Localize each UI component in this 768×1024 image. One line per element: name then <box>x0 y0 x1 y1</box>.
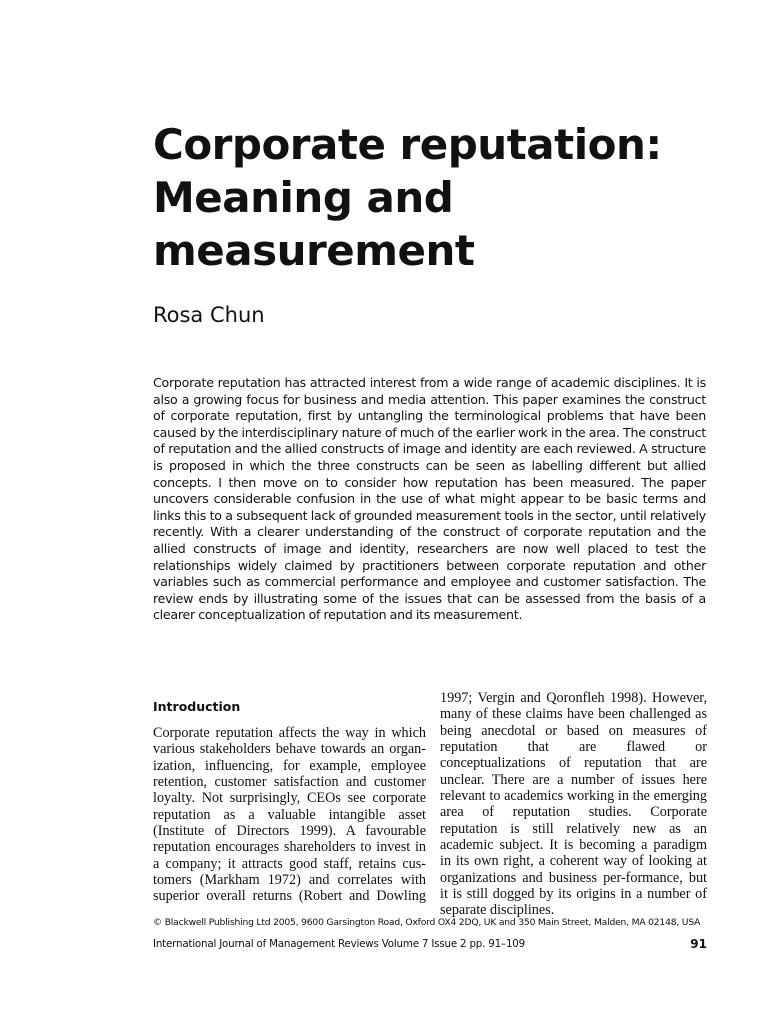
body-paragraph-left: Corporate reputation affects the way in which various stakeholders behave towards an organ-ization, influencing, for example, employee retention, customer satisfaction and customer loyalty. Not surprisingly, CEOs see corporate reputation as a valuable intangible asset (Institute of Directors 1999). A favourable reputation encourages shareholders to invest in a company; it attracts good staff, retains cus-tomers (Markham 1972) and correlates with superior overall returns (Robert and Dowling <box>153 725 426 905</box>
section-heading: Introduction <box>153 699 241 714</box>
copyright-notice: © Blackwell Publishing Ltd 2005, 9600 Garsington Road, Oxford OX4 2DQ, UK and 350 Main Street, Malden, MA 02148, USA <box>153 917 701 928</box>
body-column-right <box>440 690 707 919</box>
body-paragraph-right: 1997; Vergin and Qoronfleh 1998). However, many of these claims have been challenged as being anecdotal or based on measures of reputation that are flawed or conceptualizations of reputation that are unclear. There are a number of issues here relevant to academics working in the emerging area of reputation studies. Corporate reputation is still relatively new as an academic subject. It is becoming a paradigm in its own right, a coherent way of looking at organizations and business per-formance, but it is still dogged by its origins in a number of separate disciplines. <box>440 690 707 919</box>
article-title <box>153 118 713 277</box>
title-line-1: Corporate reputation: <box>153 120 662 169</box>
page-footer <box>153 936 707 952</box>
author-name: Rosa Chun <box>153 303 265 327</box>
title-line-2: Meaning and <box>153 173 454 222</box>
journal-citation: International Journal of Management Reviews Volume 7 Issue 2 pp. 91–109 <box>153 938 525 950</box>
body-column-left <box>153 698 426 905</box>
title-line-3: measurement <box>153 226 475 275</box>
page-number: 91 <box>690 937 707 951</box>
abstract: Corporate reputation has attracted interest from a wide range of academic disciplines. It is also a growing focus for business and media attention. This paper examines the construct of corporate reputation, first by untangling the terminological problems that have been caused by the interdisciplinary nature of much of the earlier work in the area. The construct of reputation and the allied constructs of image and identity are each reviewed. A structure is proposed in which the three constructs can be seen as labelling different but allied concepts. I then move on to consider how reputation has been measured. The paper uncovers considerable confusion in the use of what might appear to be basic terms and links this to a subsequent lack of grounded measurement tools in the sector, until relatively recently. With a clearer understanding of the construct of corporate reputation and the allied constructs of image and identity, researchers are now well placed to test the relationships widely claimed by practitioners between corporate reputation and other variables such as commercial performance and employee and customer satisfaction. The review ends by illustrating some of the issues that can be assessed from the basis of a clearer conceptualization of reputation and its measurement. <box>153 375 706 623</box>
